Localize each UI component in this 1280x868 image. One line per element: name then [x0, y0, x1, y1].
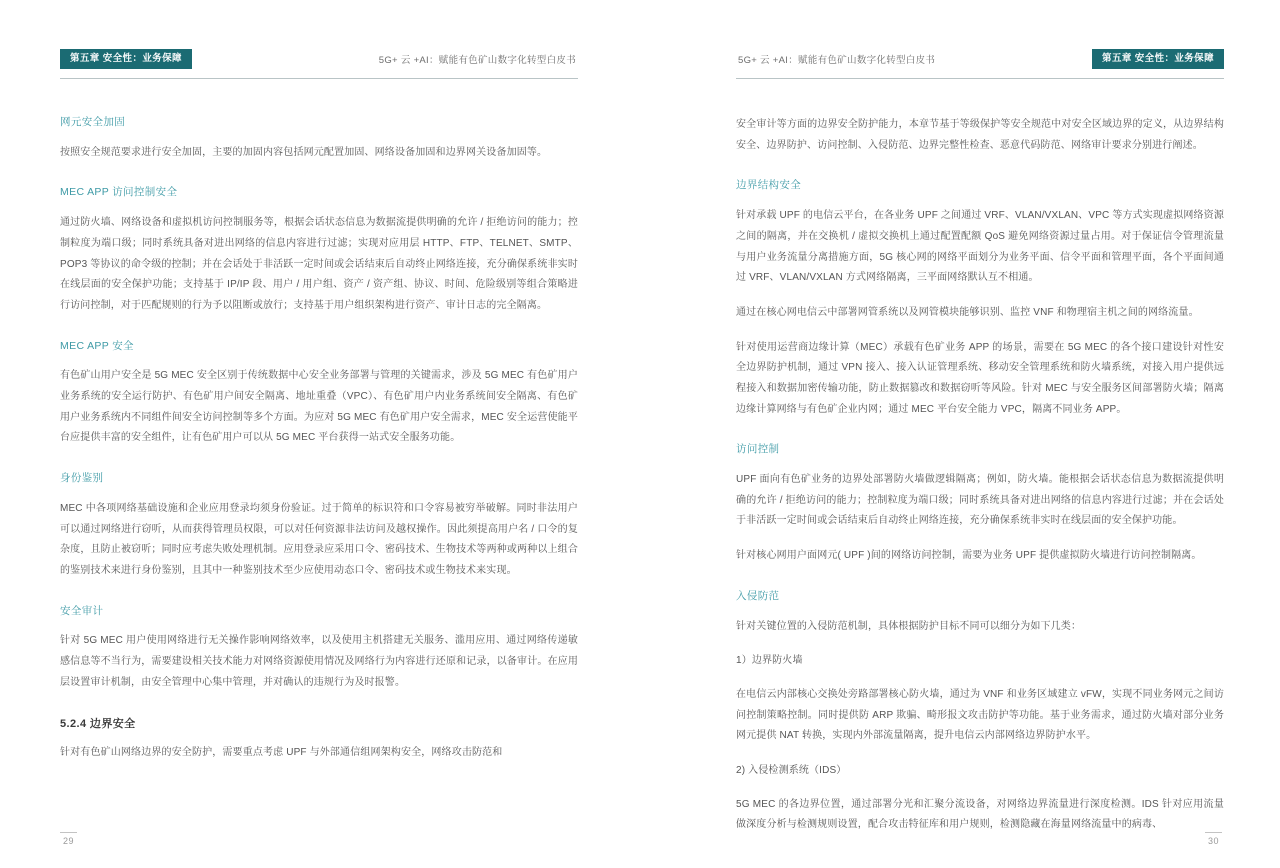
list-item: 1）边界防火墙	[736, 655, 803, 667]
page-number-right: 30	[1205, 832, 1222, 846]
list-item: 2) 入侵检测系统（IDS）	[736, 765, 847, 776]
body-paragraph: 针对关键位置的入侵防范机制，具体根据防护目标不同可以细分为如下几类：	[736, 620, 1082, 632]
section-subheading: 访问控制	[736, 443, 780, 456]
body-paragraph: 通过防火墙、网络设备和虚拟机访问控制服务等，根据会话状态信息为数据流提供明确的允许 / 拒绝访问的能力；控制粒度为端口级；同时系统具备对进出网络的信息内容进行过滤；实现对应用层 HTTP、FTP、TELNET、SMTP、POP3 等协议的命令级的控制；并在会话处于非活跃一定时间或会话结束后自动终止网络连接，充分确保系统非实时在线层面的安全保护功能；支持基于 IP/IP 段、用户 / 用户组、资产 / 资产组、协议、时间、危险级别等组合策略进行访问控制，对于匹配规则的行为予以阻断或放行；支持基于用户组织架构进行资产、审计日志的完全隔离。	[60, 217, 578, 311]
section-subheading: 安全审计	[60, 604, 104, 617]
body-paragraph: 针对承载 UPF 的电信云平台，在各业务 UPF 之间通过 VRF、VLAN/VXLAN、VPC 等方式实现虚拟网络资源之间的隔离，并在交换机 / 虚拟交换机上通过配置配额 QoS 避免网络资源过量占用。对于保证信令管理流量与用户业务流量分离措施方面，5G 核心网的网络平面划分为业务平面、信令平面和管理平面，各个平面间通过 VRF、VLAN/VXLAN 方式网络隔离，三平面网络默认互不相通。	[736, 210, 1224, 284]
body-paragraph: 通过在核心网电信云中部署网管系统以及网管模块能够识别、监控 VNF 和物理宿主机之间的网络流量。	[736, 306, 1199, 318]
body-paragraph: 针对使用运营商边缘计算（MEC）承载有色矿业务 APP 的场景，需要在 5G MEC 的各个接口建设针对性安全边界防护机制，通过 VPN 接入、接入认证管理系统、移动安全管理系统和防火墙系统，对接入用户提供远程接入和数据加密传输功能，防止数据篡改和数据窃听等风险。针对 MEC 与安全服务区间部署防火墙；隔离边缘计算网络与有色矿企业内网；通过 MEC 平台安全能力 VPC，隔离不同业务 APP。	[736, 341, 1224, 415]
section-subheading: 入侵防范	[736, 589, 780, 602]
body-paragraph: 针对 5G MEC 用户使用网络进行无关操作影响网络效率，以及使用主机搭建无关服务、滥用应用、通过网络传递敏感信息等不当行为，需要建设相关技术能力对网络资源使用情况及网络行为内容进行还原和记录，以备审计。在应用层设置审计机制，由安全管理中心集中管理，并对确认的违规行为及时报警。	[60, 635, 578, 688]
section-numbered-heading: 5.2.4 边界安全	[60, 718, 136, 731]
section-subheading: MEC APP 访问控制安全	[60, 186, 178, 199]
body-paragraph: 在电信云内部核心交换处旁路部署核心防火墙，通过为 VNF 和业务区域建立 vFW，实现不同业务网元之间访问控制策略控制。同时提供防 ARP 欺骗、畸形报文攻击防护等功能。基于业务需求，通过防火墙对部分业务网元提供 NAT 转换，实现内外部流量隔离，提升电信云内部网络边界防护水平。	[736, 688, 1224, 742]
running-header-right	[736, 44, 1224, 79]
section-subheading: 身份鉴别	[60, 472, 104, 485]
body-paragraph: 按照安全规范要求进行安全加固，主要的加固内容包括网元配置加固、网络设备加固和边界网关设备加固等。	[60, 146, 548, 158]
body-paragraph: 针对核心网用户面网元( UPF )间的网络访问控制，需要为业务 UPF 提供虚拟防火墙进行访问控制隔离。	[736, 550, 1202, 562]
running-header-left	[60, 44, 578, 79]
page-left-content	[60, 115, 578, 764]
body-paragraph: 5G MEC 的各边界位置，通过部署分光和汇聚分流设备，对网络边界流量进行深度检测。IDS 针对应用流量做深度分析与检测规则设置，配合攻击特征库和用户规则，检测隐藏在海量网络流量中的病毒、	[736, 798, 1224, 831]
body-paragraph: 针对有色矿山网络边界的安全防护，需要重点考虑 UPF 与外部通信组网架构安全，网络攻击防范和	[60, 747, 503, 759]
body-paragraph: UPF 面向有色矿业务的边界处部署防火墙做逻辑隔离；例如，防火墙。能根据会话状态信息为数据流提供明确的允许 / 拒绝访问的能力；控制粒度为端口级；同时系统具备对进出网络的信息内容进行过滤；并在会话处于非活跃一定时间或会话结束后自动终止网络连接，充分确保系统非实时在线层面的安全保护功能。	[736, 474, 1224, 527]
chapter-badge: 第五章 安全性：业务保障	[60, 49, 192, 70]
section-subheading: 网元安全加固	[60, 116, 126, 128]
body-paragraph: MEC 中各项网络基础设施和企业应用登录均须身份验证。过于简单的标识符和口令容易被穷举破解。同时非法用户可以通过网络进行窃听，从而获得管理员权限，可以对任何资源非法访问及越权操作。因此须提高用户名 / 口令的复杂度，且防止被窃听；同时应考虑失败处理机制。应用登录应采用口令、密码技术、生物技术等两种或两种以上组合的鉴别技术来进行身份鉴别，且其中一种鉴别技术至少应使用动态口令、密码技术或生物技术来实现。	[60, 502, 578, 576]
chapter-badge: 第五章 安全性：业务保障	[1092, 49, 1224, 70]
section-subheading: MEC APP 安全	[60, 339, 134, 352]
section-subheading: 边界结构安全	[736, 179, 802, 192]
document-title-header: 5G+ 云 +AI：赋能有色矿山数字化转型白皮书	[378, 55, 576, 66]
page-number-left: 29	[60, 832, 77, 846]
body-paragraph: 有色矿山用户安全是 5G MEC 安全区别于传统数据中心安全业务部署与管理的关键需求，涉及 5G MEC 有色矿用户业务系统的安全运行防护、有色矿用户间安全隔离、地址重叠（VPC）、有色矿用户内业务系统间安全隔离、有色矿用户业务系统内不同组件间安全访问控制等多个方面。为应对 5G MEC 有色矿用户安全需求，MEC 安全运营使能平台应提供丰富的安全组件，让有色矿用户可以从 5G MEC 平台获得一站式安全服务功能。	[60, 370, 578, 444]
document-title-header: 5G+ 云 +AI：赋能有色矿山数字化转型白皮书	[738, 55, 936, 66]
page-right-content	[736, 115, 1224, 836]
body-paragraph: 安全审计等方面的边界安全防护能力，本章节基于等级保护等安全规范中对安全区域边界的定义，从边界结构安全、边界防护、访问控制、入侵防范、边界完整性检查、恶意代码防范、网络审计要求分别进行阐述。	[736, 119, 1224, 151]
page-right	[640, 0, 1280, 868]
